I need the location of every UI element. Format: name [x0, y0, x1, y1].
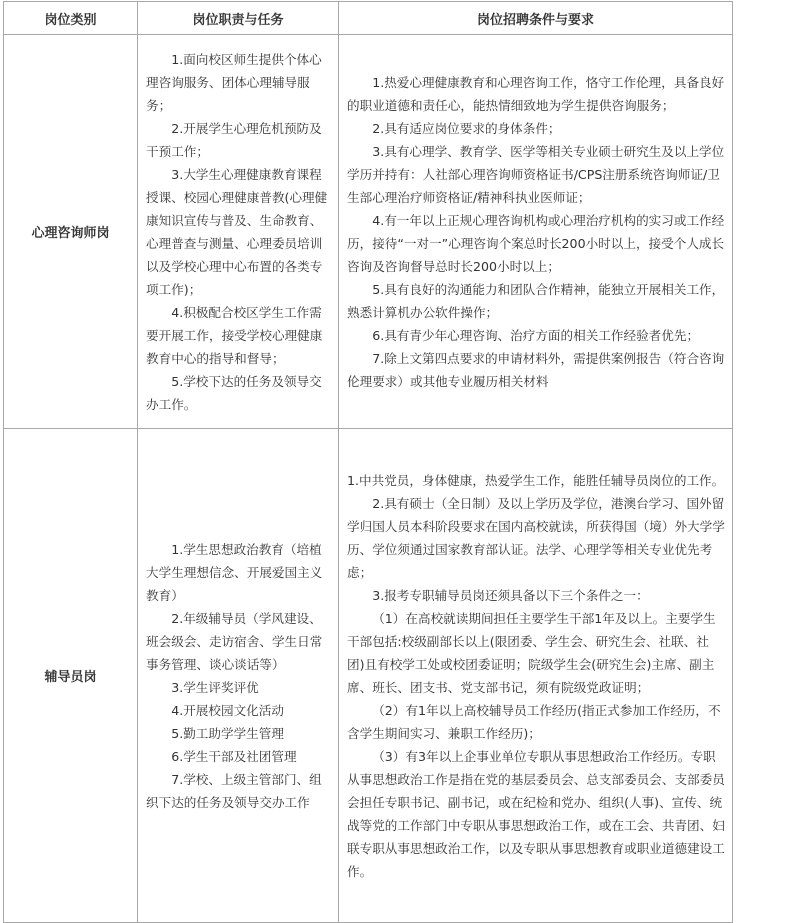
duties-cell	[138, 429, 339, 923]
category-cell: 辅导员岗	[4, 429, 138, 923]
requirement-item: 7.除上文第四点要求的申请材料外，需提供案例报告（符合咨询伦理要求）或其他专业履历相关材料	[347, 350, 725, 389]
duty-item: 2.开展学生心理危机预防及干预工作；	[146, 120, 322, 159]
requirement-item: （1）在高校就读期间担任主要学生干部1年及以上。主要学生干部包括:校级副部长以上(限团委、学生会、研究生会、社联、社团)且有校学工处或校团委证明；院级学生会(研究生会)主席、副主席、班长、团支书、党支部书记，须有院级党政证明；	[347, 610, 716, 695]
recruitment-table	[3, 1, 733, 923]
category-cell: 心理咨询师岗	[4, 35, 138, 429]
requirement-item: 5.具有良好的沟通能力和团队合作精神，能独立开展相关工作，熟悉计算机办公软件操作；	[347, 281, 725, 320]
duty-item: 6.学生干部及社团管理	[171, 748, 297, 764]
header-category: 岗位类别	[4, 2, 138, 35]
duty-item: 5.勤工助学学生管理	[171, 725, 284, 741]
requirement-item: （3）有3年以上企事业单位专职从事思想政治工作经历。专职从事思想政治工作是指在党的基层委员会、总支部委员会、支部委员会担任专职书记、副书记，或在纪检和党办、组织(人事)、宣传、统战等党的工作部门中专职从事思想政治工作，或在工会、共青团、妇联专职从事思想政治工作，以及专职从事思想教育或职业道德建设工作。	[347, 748, 725, 879]
requirement-item: 2.具有适应岗位要求的身体条件；	[372, 120, 561, 136]
requirement-item: 3.报考专职辅导员岗还须具备以下三个条件之一：	[372, 587, 649, 603]
requirement-item: （2）有1年以上高校辅导员工作经历(指正式参加工作经历，不含学生期间实习、兼职工作经历)；	[347, 702, 721, 741]
table-row	[4, 429, 733, 923]
header-duties: 岗位职责与任务	[138, 2, 339, 35]
requirement-item: 1.热爱心理健康教育和心理咨询工作，恪守工作伦理，具备良好的职业道德和责任心，能热情细致地为学生提供咨询服务；	[347, 74, 725, 113]
requirements-cell	[339, 429, 733, 923]
duty-item: 1.学生思想政治教育（培植大学生理想信念、开展爱国主义教育）	[146, 541, 323, 603]
requirement-item: 3.具有心理学、教育学、医学等相关专业硕士研究生及以上学位学历并持有：人社部心理咨询师资格证书/CPS注册系统咨询师证/卫生部心理治疗师资格证/精神科执业医师证；	[347, 143, 725, 205]
header-row	[4, 2, 733, 35]
duty-item: 3.大学生心理健康教育课程授课、校园心理健康普教(心理健康知识宣传与普及、生命教育、心理普查与测量、心理委员培训以及学校心理中心布置的各类专项工作)；	[146, 166, 328, 297]
table-row	[4, 35, 733, 429]
requirement-item: 1.中共党员，身体健康，热爱学生工作，能胜任辅导员岗位的工作。	[347, 472, 725, 488]
duty-item: 2.年级辅导员（学风建设、班会级会、走访宿舍、学生日常事务管理、谈心谈话等）	[146, 610, 323, 672]
requirement-item: 6.具有青少年心理咨询、治疗方面的相关工作经验者优先；	[372, 327, 700, 343]
requirement-item: 2.具有硕士（全日制）及以上学历及学位，港澳台学习、国外留学归国人员本科阶段要求在国内高校就读，所获得国（境）外大学学历、学位须通过国家教育部认证。法学、心理学等相关专业优先考虑；	[347, 495, 725, 580]
header-requirements: 岗位招聘条件与要求	[339, 2, 733, 35]
duty-item: 5.学校下达的任务及领导交办工作。	[146, 373, 322, 412]
duties-cell	[138, 35, 339, 429]
duty-item: 1.面向校区师生提供个体心理咨询服务、团体心理辅导服务；	[146, 51, 322, 113]
duty-item: 4.开展校园文化活动	[171, 702, 284, 718]
duty-item: 7.学校、上级主管部门、组织下达的任务及领导交办工作	[146, 771, 322, 810]
duty-item: 3.学生评奖评优	[171, 679, 259, 695]
duty-item: 4.积极配合校区学生工作需要开展工作，接受学校心理健康教育中心的指导和督导；	[146, 304, 323, 366]
requirements-cell	[339, 35, 733, 429]
requirement-item: 4.有一年以上正规心理咨询机构或心理治疗机构的实习或工作经历，接待“一对一”心理咨询个案总时长200小时以上，接受个人成长咨询及咨询督导总时长200小时以上；	[347, 212, 725, 274]
